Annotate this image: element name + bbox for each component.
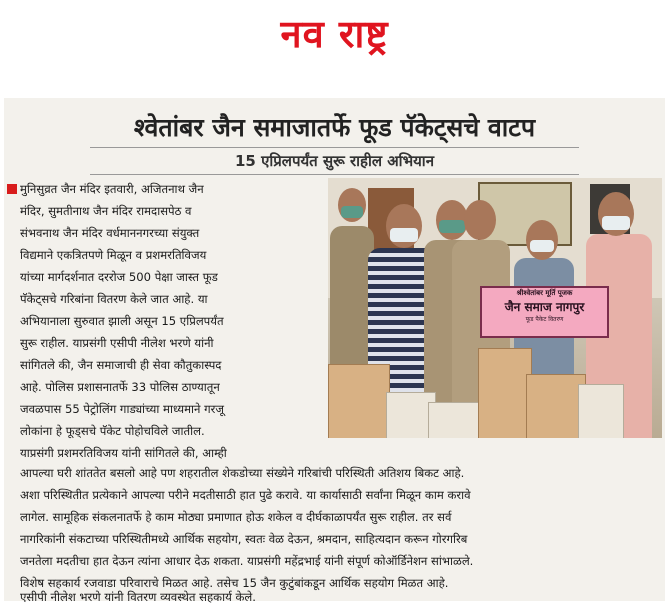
article-subheadline: 15 एप्रिलपर्यंत सुरू राहील अभियान [234,152,435,170]
text-line: संभवनाथ जैन मंदिर वर्धमाननगरच्या संयुक्त [20,226,200,240]
text-line: मुनिसुव्रत जैन मंदिर इतवारी, अजितनाथ जैन [20,182,204,196]
text-line: आहे. पोलिस प्रशासनातर्फे 33 पोलिस ठाण्यातून [20,380,220,394]
text-line: लोकांना हे फूड्सचे पॅकेट पोहोचविले जातील. [20,424,205,438]
carton-box [578,384,624,438]
headline-divider-bottom [90,174,579,175]
text-line: एसीपी नीलेश भरणे यांनी वितरण व्यवस्थेत सहकार्य केले. [20,590,256,604]
text-line: सांगितले की, जैन समाजाची ही सेवा कौतुकास्पद [20,358,222,372]
text-line: यांच्या मार्गदर्शनात दररोज 500 पेक्षा जास्त फूड [20,270,218,284]
newspaper-masthead: नव राष्ट्र [280,12,389,56]
carton-box [478,348,532,438]
article-headline: श्वेतांबर जैन समाजातर्फे फूड पॅकेट्सचे वाटप [133,113,536,142]
carton-box [526,374,586,438]
text-line: पॅकेट्सचे गरिबांना वितरण केले जात आहे. या [20,292,208,306]
headline-divider-top [90,147,579,148]
text-line: अभियानाला सुरुवात झाली असून 15 एप्रिलपर्यंत [20,314,224,328]
banner-line-main: जैन समाज नागपुर [504,300,585,314]
text-line: लागेल. सामूहिक संकलनातर्फे हे काम मोठ्या प्रमाणात होऊ शकेल व दीर्घकाळापर्यंत सुरू राहील. तर सर्व [20,510,452,524]
text-line: सुरू राहील. याप्रसंगी एसीपी नीलेश भरणे यांनी [20,336,214,350]
text-line: जनतेला मदतीचा हात देऊन त्यांना आधार देऊ शकता. याप्रसंगी महेंद्रभाई यांनी संपूर्ण कोऑर्डिनेशन सांभाळले. [20,554,474,568]
banner-line-bottom: फूड पैकेट वितरण [525,316,564,323]
text-line: विद्यमाने एकत्रितपणे मिळून व प्रशमरतिविजय [20,248,207,262]
text-line: नागरिकांनी संकटाच्या परिस्थितीमध्ये आर्थिक सहयोग, स्वतः वेळ देऊन, श्रमदान, साहित्यदान करून गोरगरिब [20,532,468,546]
text-line: मंदिर, सुमतीनाथ जैन मंदिर रामदासपेठ व [20,204,192,218]
text-line: याप्रसंगी प्रशमरतिविजय यांनी सांगितले की, आम्ही [20,446,227,460]
article-start-marker [7,184,17,194]
article-photo [328,178,662,438]
jain-samaj-banner [480,286,609,338]
text-line: आपल्या घरी शांततेत बसलो आहे पण शहरातील शेकडोच्या संख्येने गरिबांची परिस्थिती अतिशय बिकट आहे. [20,466,465,480]
carton-box [328,364,390,438]
text-line: जवळपास 55 पेट्रोलिंग गाड्यांच्या माध्यमाने गरजू [20,402,225,416]
banner-line-top: श्रीश्वेतांबर मूर्ति पूजक [516,289,573,297]
text-line: विशेष सहकार्य रजवाडा परिवाराचे मिळत आहे. तसेच 15 जैन कुटुंबांकडून आर्थिक सहयोग मिळत आहे. [20,576,449,590]
text-line: अशा परिस्थितीत प्रत्येकाने आपल्या परीने मदतीसाठी हात पुढे करावे. या कार्यासाठी सर्वांना मिळून काम करावे [20,488,471,502]
